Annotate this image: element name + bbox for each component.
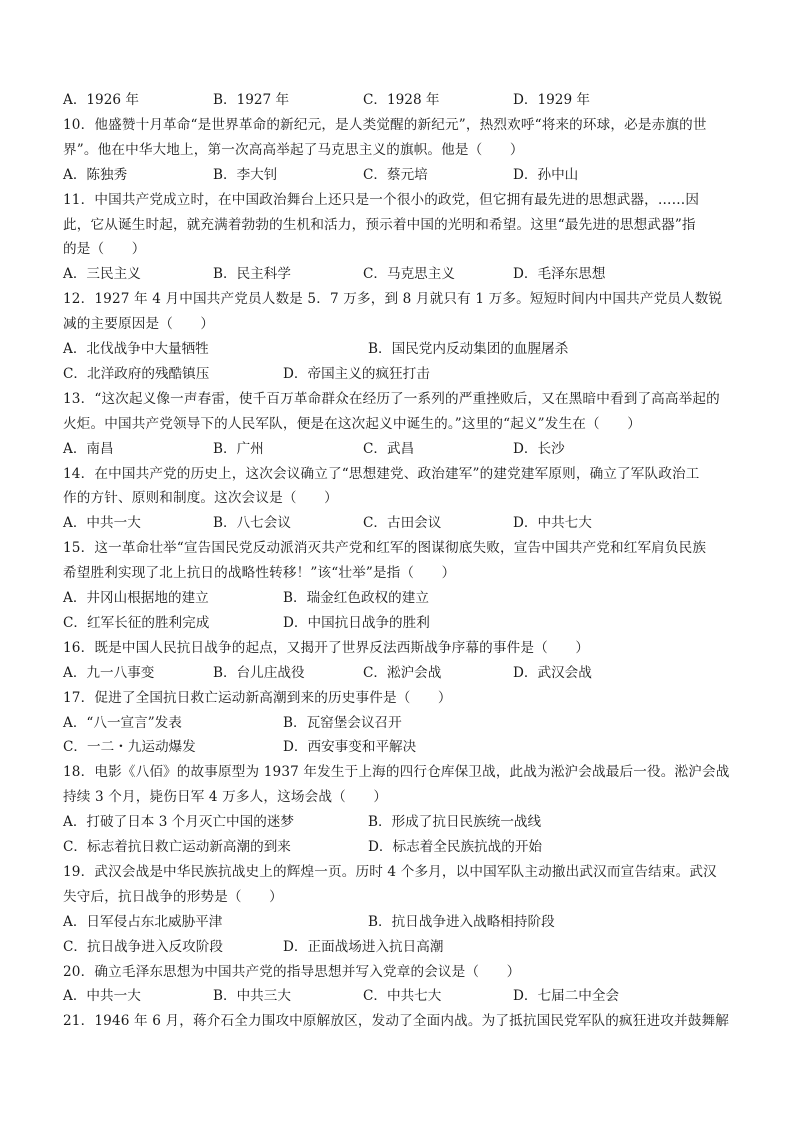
answer-option[interactable]: A．“八一宣言”发表 [63,714,182,731]
answer-option[interactable]: A．1926 年 [63,92,139,108]
question-line: 10．他盛赞十月革命“是世界革命的新纪元，是人类觉醒的新纪元”，热烈欢呼“将来的环球，必是赤旗的世 [63,116,707,133]
answer-option[interactable]: C．蔡元培 [363,166,428,183]
answer-option[interactable]: A．陈独秀 [63,166,128,183]
question-line: 19．武汉会战是中华民族抗战史上的辉煌一页。历时 4 个多月，以中国军队主动撤出武汉而宣告结束。武汉 [63,863,717,880]
question-line: 失守后，抗日战争的形势是（ ） [63,888,283,905]
answer-option[interactable]: D．中国抗日战争的胜利 [283,614,430,631]
answer-option[interactable]: D．七届二中全会 [513,988,620,1005]
question-line: 作的方针、原则和制度。这次会议是（ ） [63,490,338,507]
answer-option[interactable]: B．抗日战争进入战略相持阶段 [368,913,555,930]
question-line: 此，它从诞生时起，就充满着勃勃的生机和活力，预示着中国的光明和希望。这里“最先进的思想武器”指 [63,216,696,233]
answer-option[interactable]: B．八七会议 [213,515,291,532]
answer-option[interactable]: B．瑞金红色政权的建立 [283,590,429,606]
question-line: 21．1946 年 6 月，蒋介石全力围攻中原解放区，发动了全面内战。为了抵抗国民党军队的疯狂进攻并鼓舞解 [63,1013,729,1030]
question-line: 12．1927 年 4 月中国共产党员人数是 5．7 万多，到 8 月就只有 1 万多。短短时间内中国共产党员人数锐 [63,291,723,308]
answer-option[interactable]: D．1929 年 [513,92,591,108]
answer-option[interactable]: A．南昌 [63,440,114,457]
answer-option[interactable]: A．中共一大 [63,988,141,1005]
answer-option[interactable]: D．长沙 [513,440,565,457]
question-line: 的是（ ） [63,241,146,258]
question-line: 13．“这次起义像一声春雷，使千百万革命群众在经历了一系列的严重挫败后，又在黑暗中看到了高高举起的 [63,390,720,407]
question-line: 18．电影《八佰》的故事原型为 1937 年发生于上海的四行仓库保卫战，此战为淞沪会战最后一役。淞沪会战 [63,764,730,781]
question-line: 20．确立毛泽东思想为中国共产党的指导思想并写入党章的会议是（ ） [63,963,521,980]
question-line: 火炬。中国共产党领导下的人民军队，便是在这次起义中诞生的。”这里的“起义”发生在（ ） [63,415,641,432]
answer-option[interactable]: C．武昌 [363,440,415,457]
answer-option[interactable]: A．井冈山根据地的建立 [63,590,209,606]
answer-option[interactable]: D．西安事变和平解决 [283,739,417,756]
answer-option[interactable]: C．红军长征的胜利完成 [63,614,210,631]
answer-option[interactable]: B．民主科学 [213,266,291,283]
answer-option[interactable]: A．中共一大 [63,515,141,532]
answer-option[interactable]: A．北伐战争中大量牺牲 [63,341,209,357]
answer-option[interactable]: D．正面战场进入抗日高潮 [283,938,444,955]
answer-option[interactable]: A．三民主义 [63,266,141,283]
answer-option[interactable]: C．一二・九运动爆发 [63,739,196,756]
answer-option[interactable]: C．北洋政府的残酷镇压 [63,365,210,382]
answer-option[interactable]: B．1927 年 [213,92,290,108]
answer-option[interactable]: D．武汉会战 [513,664,592,681]
answer-option[interactable]: B．瓦窑堡会议召开 [283,714,402,731]
question-line: 14．在中国共产党的历史上，这次会议确立了“思想建党、政治建军”的建党建军原则，确立了军队政治工 [63,465,700,482]
question-line: 16．既是中国人民抗日战争的起点，又揭开了世界反法西斯战争序幕的事件是（ ） [63,639,590,656]
answer-option[interactable]: C．中共七大 [363,988,442,1005]
question-line: 11．中国共产党成立时，在中国政治舞台上还只是一个很小的政党，但它拥有最先进的思想武器，……因 [63,191,700,208]
answer-option[interactable]: C．1928 年 [363,92,440,108]
answer-option[interactable]: C．抗日战争进入反攻阶段 [63,938,223,955]
answer-option[interactable]: A．打破了日本 3 个月灭亡中国的迷梦 [63,814,295,831]
question-line: 减的主要原因是（ ） [63,316,215,333]
answer-option[interactable]: A．九一八事变 [63,664,155,681]
answer-option[interactable]: D．中共七大 [513,515,592,532]
answer-option[interactable]: C．古田会议 [363,515,442,532]
answer-option[interactable]: B．李大钊 [213,166,278,183]
answer-option[interactable]: B．中共三大 [213,988,291,1005]
question-line: 界”。他在中华大地上，第一次高高举起了马克思主义的旗帜。他是（ ） [63,141,524,158]
answer-option[interactable]: C．淞沪会战 [363,664,442,681]
question-line: 15．这一革命壮举“宣告国民党反动派消灭共产党和红军的图谋彻底失败，宣告中国共产党和红军肩负民族 [63,540,707,557]
answer-option[interactable]: D．标志着全民族抗战的开始 [368,839,543,855]
question-line: 17．促进了全国抗日救亡运动新高潮到来的历史事件是（ ） [63,689,452,706]
answer-option[interactable]: C．标志着抗日救亡运动新高潮的到来 [63,839,291,855]
answer-option[interactable]: D．毛泽东思想 [513,266,606,283]
answer-option[interactable]: D．帝国主义的疯狂打击 [283,365,430,382]
answer-option[interactable]: A．日军侵占东北威胁平津 [63,913,223,930]
answer-option[interactable]: B．形成了抗日民族统一战线 [368,814,542,831]
answer-option[interactable]: C．马克思主义 [363,266,455,283]
question-line: 希望胜利实现了北上抗日的战略性转移！”该“壮举”是指（ ） [63,565,456,582]
answer-option[interactable]: D．孙中山 [513,166,579,183]
question-line: 持续 3 个月，毙伤日军 4 万多人，这场会战（ ） [63,789,388,806]
answer-option[interactable]: B．台儿庄战役 [213,664,305,681]
answer-option[interactable]: B．广州 [213,440,264,457]
answer-option[interactable]: B．国民党内反动集团的血腥屠杀 [368,341,569,357]
